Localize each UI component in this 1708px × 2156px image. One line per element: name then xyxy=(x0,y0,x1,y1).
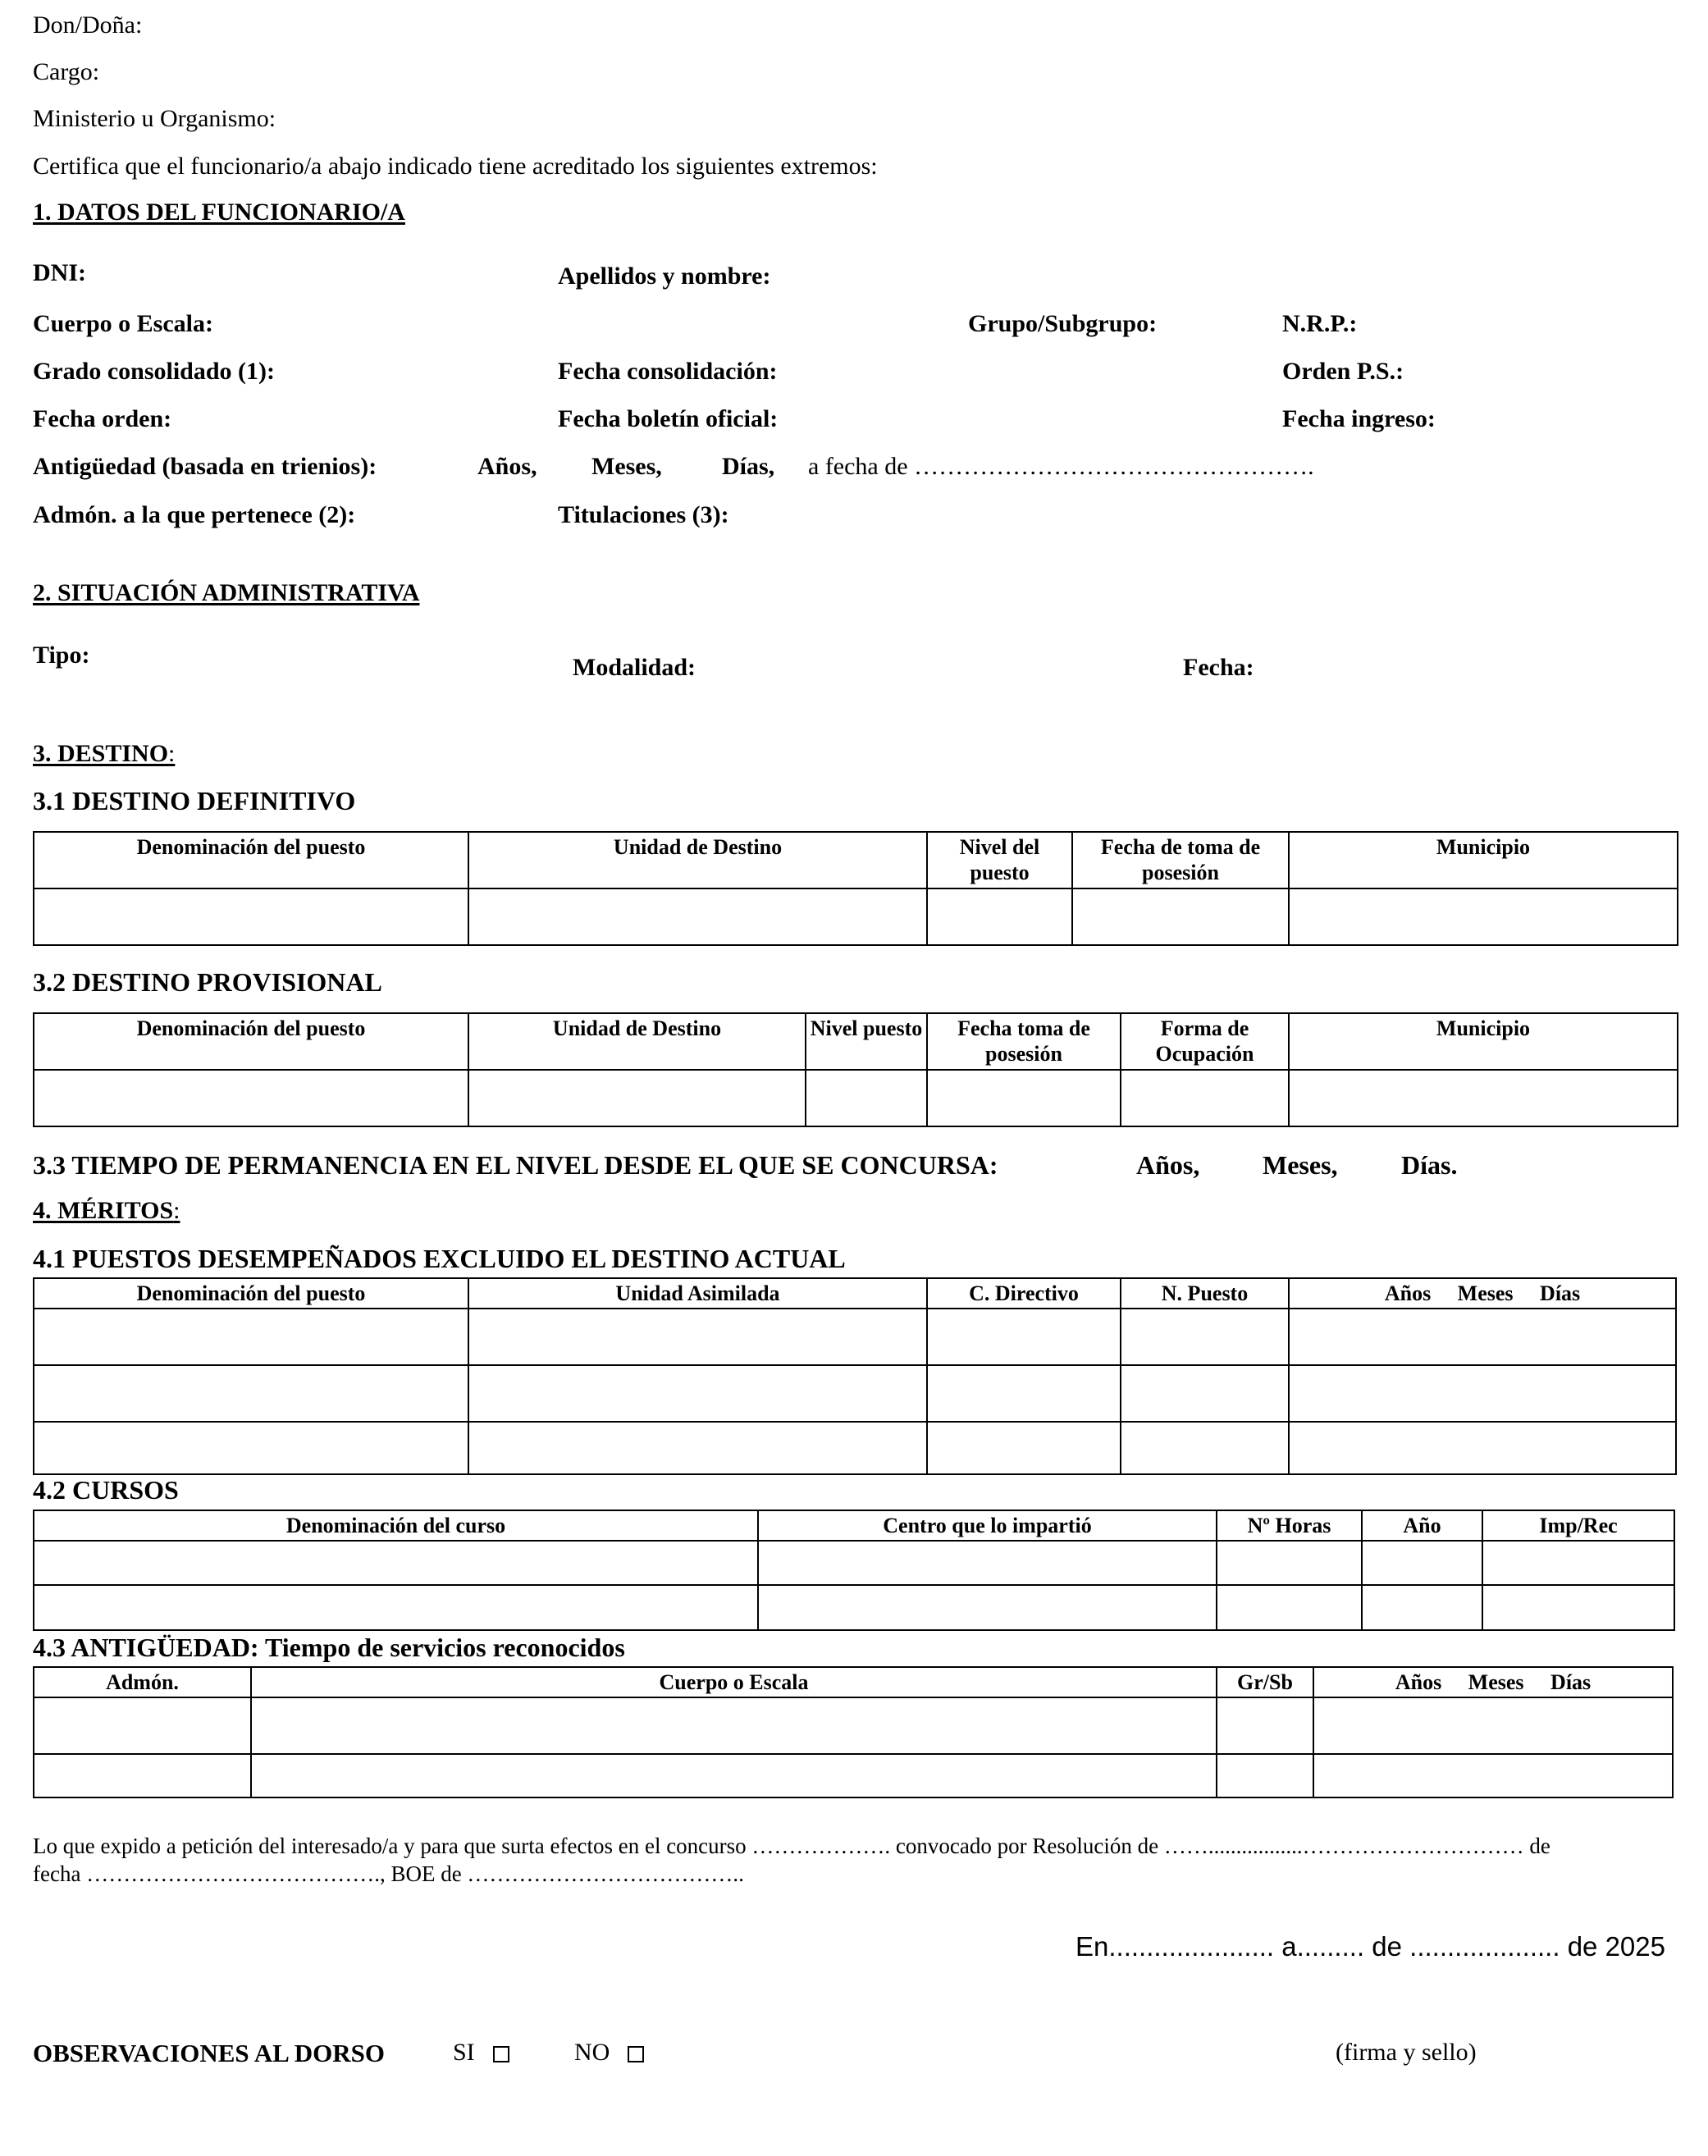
observaciones-si xyxy=(453,2040,509,2065)
table-cell[interactable] xyxy=(34,1754,251,1797)
table-cell[interactable] xyxy=(251,1697,1217,1754)
permanencia-anos: Años, xyxy=(1136,1150,1200,1180)
observaciones-no xyxy=(574,2040,644,2065)
table-row xyxy=(34,1697,1673,1754)
table-row xyxy=(34,1309,1676,1365)
col-header: Gr/Sb xyxy=(1217,1667,1313,1697)
table-cell[interactable] xyxy=(1217,1541,1362,1585)
col-header: Municipio xyxy=(1289,1013,1678,1070)
table-header-row xyxy=(34,1667,1673,1697)
col-header: Denominación del puesto xyxy=(34,1278,468,1309)
table-cell[interactable] xyxy=(34,1070,468,1126)
fecha-ingreso-label: Fecha ingreso: xyxy=(1282,405,1436,432)
table-cell[interactable] xyxy=(468,1309,927,1365)
table-cell[interactable] xyxy=(468,1070,806,1126)
lugar-fecha-line: En...................... a......... de .................... de 2025 xyxy=(1075,1931,1665,1962)
col-header: Municipio xyxy=(1289,832,1678,888)
destino-definitivo-title: 3.1 DESTINO DEFINITIVO xyxy=(33,786,356,815)
cursos-title: 4.2 CURSOS xyxy=(33,1475,179,1505)
fecha-consolidacion-label: Fecha consolidación: xyxy=(558,358,778,385)
table-cell[interactable] xyxy=(34,1697,251,1754)
apellidos-label: Apellidos y nombre: xyxy=(558,263,771,290)
destino-provisional-table xyxy=(33,1012,1678,1127)
section-2-title: 2. SITUACIÓN ADMINISTRATIVA xyxy=(33,579,420,606)
cuerpo-label: Cuerpo o Escala: xyxy=(33,310,213,337)
col-header: N. Puesto xyxy=(1121,1278,1289,1309)
modalidad-label: Modalidad: xyxy=(573,654,696,681)
col-header: Imp/Rec xyxy=(1482,1510,1674,1541)
table-cell[interactable] xyxy=(758,1541,1217,1585)
section-3-title: 3. DESTINO: xyxy=(33,740,176,767)
grado-label: Grado consolidado (1): xyxy=(33,358,276,385)
col-header: Año xyxy=(1362,1510,1482,1541)
permanencia-title: 3.3 TIEMPO DE PERMANENCIA EN EL NIVEL DESDE EL QUE SE CONCURSA: xyxy=(33,1150,998,1180)
section-4-title: 4. MÉRITOS: xyxy=(33,1197,180,1224)
tipo-label: Tipo: xyxy=(33,642,90,669)
ministerio-label: Ministerio u Organismo: xyxy=(33,105,276,132)
si-label: SI xyxy=(453,2039,475,2066)
col-header: Unidad de Destino xyxy=(468,1013,806,1070)
col-header: Denominación del puesto xyxy=(34,832,468,888)
table-cell[interactable] xyxy=(34,1585,758,1630)
col-header: Denominación del curso xyxy=(34,1510,758,1541)
expido-text-line-2: fecha …………………………………., BOE de ……………………………….. xyxy=(33,1861,744,1886)
table-cell[interactable] xyxy=(927,1422,1121,1474)
table-cell[interactable] xyxy=(806,1070,927,1126)
fecha-boletin-label: Fecha boletín oficial: xyxy=(558,405,779,432)
no-label: NO xyxy=(574,2039,610,2066)
antiguedad-servicios-table xyxy=(33,1666,1674,1798)
table-header-row xyxy=(34,1013,1678,1070)
antiguedad-servicios-title: 4.3 ANTIGÜEDAD: Tiempo de servicios reconocidos xyxy=(33,1633,625,1662)
col-header: Admón. xyxy=(34,1667,251,1697)
col-header: Unidad Asimilada xyxy=(468,1278,927,1309)
table-row xyxy=(34,1422,1676,1474)
table-cell[interactable] xyxy=(1121,1309,1289,1365)
table-cell[interactable] xyxy=(927,1309,1121,1365)
col-header: Denominación del puesto xyxy=(34,1013,468,1070)
dni-label: DNI: xyxy=(33,259,86,286)
col-header: Nivel del puesto xyxy=(927,832,1072,888)
table-row xyxy=(34,1585,1674,1630)
col-header: Fecha de toma de posesión xyxy=(1072,832,1289,888)
table-cell[interactable] xyxy=(1482,1541,1674,1585)
antiguedad-meses: Meses, xyxy=(591,453,662,480)
orden-ps-label: Orden P.S.: xyxy=(1282,358,1404,385)
table-header-row xyxy=(34,1278,1676,1309)
table-cell[interactable] xyxy=(1482,1585,1674,1630)
si-checkbox[interactable] xyxy=(493,2046,509,2062)
nrp-label: N.R.P.: xyxy=(1282,310,1358,337)
cursos-table xyxy=(33,1510,1675,1631)
table-cell[interactable] xyxy=(468,888,927,945)
fecha-situacion-label: Fecha: xyxy=(1183,654,1254,681)
table-cell[interactable] xyxy=(927,1070,1121,1126)
table-cell[interactable] xyxy=(34,1541,758,1585)
destino-definitivo-table xyxy=(33,831,1678,946)
table-cell[interactable] xyxy=(468,1422,927,1474)
table-cell[interactable] xyxy=(1289,1422,1676,1474)
table-cell[interactable] xyxy=(1217,1754,1313,1797)
col-header: Años Meses Días xyxy=(1313,1667,1673,1697)
table-cell[interactable] xyxy=(1289,888,1678,945)
antiguedad-label: Antigüedad (basada en trienios): xyxy=(33,453,377,480)
table-cell[interactable] xyxy=(1217,1697,1313,1754)
puestos-desempenados-title: 4.1 PUESTOS DESEMPEÑADOS EXCLUIDO EL DESTINO ACTUAL xyxy=(33,1244,846,1273)
table-row xyxy=(34,1754,1673,1797)
table-cell[interactable] xyxy=(251,1754,1217,1797)
table-cell[interactable] xyxy=(34,1309,468,1365)
cargo-label: Cargo: xyxy=(33,58,100,85)
col-header: C. Directivo xyxy=(927,1278,1121,1309)
don-dona-label: Don/Doña: xyxy=(33,11,143,39)
table-row xyxy=(34,1365,1676,1422)
table-cell[interactable] xyxy=(34,1365,468,1422)
col-header: Forma de Ocupación xyxy=(1121,1013,1289,1070)
table-cell[interactable] xyxy=(1217,1585,1362,1630)
admon-label: Admón. a la que pertenece (2): xyxy=(33,501,356,528)
no-checkbox[interactable] xyxy=(628,2046,644,2062)
col-header: Centro que lo impartió xyxy=(758,1510,1217,1541)
col-header: Nº Horas xyxy=(1217,1510,1362,1541)
table-header-row xyxy=(34,1510,1674,1541)
table-cell[interactable] xyxy=(1362,1585,1482,1630)
table-cell[interactable] xyxy=(468,1365,927,1422)
fecha-orden-label: Fecha orden: xyxy=(33,405,172,432)
col-header: Nivel puesto xyxy=(806,1013,927,1070)
table-cell[interactable] xyxy=(1072,888,1289,945)
section-1-title: 1. DATOS DEL FUNCIONARIO/A xyxy=(33,199,405,226)
table-cell[interactable] xyxy=(1289,1309,1676,1365)
table-cell[interactable] xyxy=(1313,1754,1673,1797)
certifica-text: Certifica que el funcionario/a abajo indicado tiene acreditado los siguientes extremos: xyxy=(33,153,878,180)
table-cell[interactable] xyxy=(1289,1365,1676,1422)
table-cell[interactable] xyxy=(1362,1541,1482,1585)
table-cell[interactable] xyxy=(34,888,468,945)
table-row xyxy=(34,1541,1674,1585)
antiguedad-a-fecha: a fecha de …………………………………………. xyxy=(808,453,1314,480)
table-cell[interactable] xyxy=(927,888,1072,945)
col-header: Unidad de Destino xyxy=(468,832,927,888)
observaciones-label: OBSERVACIONES AL DORSO xyxy=(33,2039,386,2067)
firma-sello-label: (firma y sello) xyxy=(1336,2039,1477,2066)
expido-text-line-1: Lo que expido a petición del interesado/a y para que surta efectos en el concurso ………………. convocado por Resolución de …….................………………………… de xyxy=(33,1834,1550,1858)
titulaciones-label: Titulaciones (3): xyxy=(558,501,729,528)
table-cell[interactable] xyxy=(1289,1070,1678,1126)
table-cell[interactable] xyxy=(1121,1422,1289,1474)
table-cell[interactable] xyxy=(758,1585,1217,1630)
table-header-row xyxy=(34,832,1678,888)
col-header: Fecha toma de posesión xyxy=(927,1013,1121,1070)
table-cell[interactable] xyxy=(927,1365,1121,1422)
table-row xyxy=(34,1070,1678,1126)
antiguedad-dias: Días, xyxy=(722,453,775,480)
table-row xyxy=(34,888,1678,945)
grupo-label: Grupo/Subgrupo: xyxy=(968,310,1158,337)
table-cell[interactable] xyxy=(1121,1365,1289,1422)
puestos-desempenados-table xyxy=(33,1277,1677,1475)
table-cell[interactable] xyxy=(34,1422,468,1474)
col-header: Años Meses Días xyxy=(1289,1278,1676,1309)
col-header: Cuerpo o Escala xyxy=(251,1667,1217,1697)
antiguedad-anos: Años, xyxy=(477,453,537,480)
destino-provisional-title: 3.2 DESTINO PROVISIONAL xyxy=(33,967,382,997)
permanencia-dias: Días. xyxy=(1401,1150,1458,1180)
permanencia-meses: Meses, xyxy=(1263,1150,1338,1180)
table-cell[interactable] xyxy=(1313,1697,1673,1754)
table-cell[interactable] xyxy=(1121,1070,1289,1126)
